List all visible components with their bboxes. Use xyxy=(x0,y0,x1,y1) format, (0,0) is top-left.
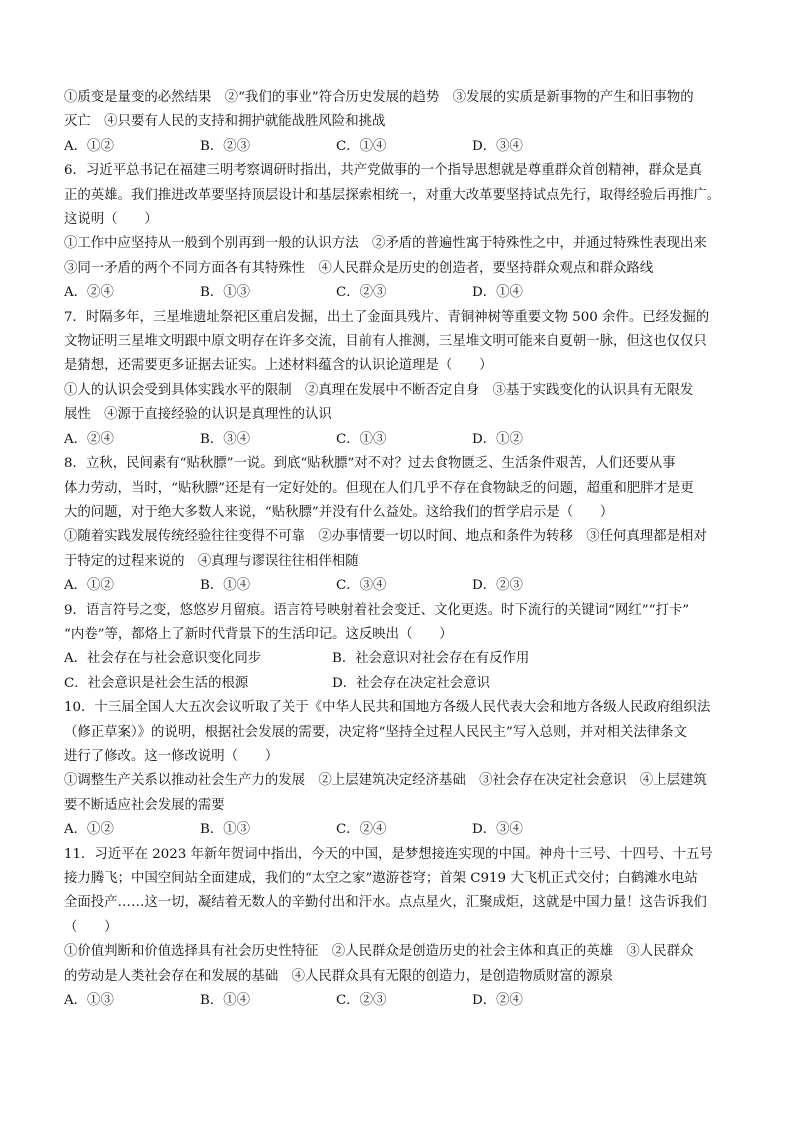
statement-line: 的劳动是人类社会存在和发展的基础 ④人民群众具有无限的创造力，是创造物质财富的源泉 xyxy=(64,968,614,984)
answer-options-row-1 xyxy=(64,647,734,671)
question-8 xyxy=(64,452,734,598)
option-d[interactable]: D．③④ xyxy=(472,822,523,838)
question-stem-line: 这说明（ ） xyxy=(64,212,158,228)
option-b[interactable]: B．①④ xyxy=(200,578,251,594)
question-11 xyxy=(64,843,734,1014)
option-c[interactable]: C．②③ xyxy=(336,993,387,1009)
question-stem-line: 是猜想，还需要更多证据去证实。上述材料蕴含的认识论道理是（ ） xyxy=(64,358,493,374)
question-7 xyxy=(64,306,734,452)
question-stem-line: 全面投产……这一切，凝结着无数人的辛勤付出和汗水。点点星火，汇聚成炬，这就是中国力量！这告诉我们 xyxy=(64,895,707,911)
option-b[interactable]: B．③④ xyxy=(200,431,251,447)
statement-line: ①质变是量变的必然结果 ②“我们的事业”符合历史发展的趋势 ③发展的实质是新事物的产生和旧事物的 xyxy=(64,90,694,105)
question-stem-line: 体力劳动，当时，“贴秋膘”还是有一定好处的。但现在人们几乎不存在食物缺乏的问题，超重和肥胖才是更 xyxy=(64,480,694,496)
statement-line: 要不断适应社会发展的需要 xyxy=(64,797,225,813)
option-c[interactable]: C．①④ xyxy=(336,138,387,154)
statement-line: ③同一矛盾的两个不同方面各有其特殊性 ④人民群众是历史的创造者，要坚持群众观点和群众路线 xyxy=(64,260,654,276)
question-stem-line: 7．时隔多年，三星堆遗址祭祀区重启发掘，出土了金面具残片、青铜神树等重要文物 500 余件。已经发掘的 xyxy=(64,309,710,325)
option-d[interactable]: D．②③ xyxy=(472,578,523,594)
option-a[interactable]: A．②④ xyxy=(64,285,114,301)
question-5-continued xyxy=(64,86,734,159)
option-a[interactable]: A．①② xyxy=(64,578,114,594)
question-stem-line: “内卷”等，都烙上了新时代背景下的生活印记。这反映出（ ） xyxy=(64,626,453,642)
option-d[interactable]: D．①② xyxy=(472,431,523,447)
statement-line: ①调整生产关系以推动社会生产力的发展 ②上层建筑决定经济基础 ③社会存在决定社会意识 ④上层建筑 xyxy=(64,773,707,789)
question-stem-line: 10．十三届全国人大五次会议听取了关于《中华人民共和国地方各级人民代表大会和地方各级人民政府组织法 xyxy=(64,700,711,716)
option-c[interactable]: C．③④ xyxy=(336,578,387,594)
option-a[interactable]: A．①② xyxy=(64,822,114,838)
option-a[interactable]: A．②④ xyxy=(64,431,114,447)
option-b[interactable]: B．①④ xyxy=(200,993,251,1009)
statement-line: ①人的认识会受到具体实践水平的限制 ②真理在发展中不断否定自身 ③基于实践变化的认识具有无限发 xyxy=(64,382,694,398)
option-c[interactable]: C．②③ xyxy=(336,285,387,301)
question-stem-line: 11．习近平在 2023 年新年贺词中指出，今天的中国，是梦想接连实现的中国。神舟十三号、十四号、十五号 xyxy=(64,846,713,862)
option-d[interactable]: D．③④ xyxy=(472,138,523,154)
answer-options xyxy=(64,135,734,159)
option-d[interactable]: D．社会存在决定社会意识 xyxy=(332,675,491,691)
answer-options-row-2 xyxy=(64,672,734,696)
option-d[interactable]: D．①④ xyxy=(472,285,523,301)
answer-options xyxy=(64,989,734,1013)
statement-line: 于特定的过程来说的 ④真理与谬误往往相伴相随 xyxy=(64,553,359,569)
question-stem-line: （ ） xyxy=(64,919,118,935)
question-stem-line: 正的英雄。我们推进改革要坚持顶层设计和基层探索相统一，对重大改革要坚持试点先行，取得经验后再推广。 xyxy=(64,187,721,203)
option-b[interactable]: B．社会意识对社会存在有反作用 xyxy=(332,651,530,667)
question-stem-line: 接力腾飞；中国空间站全面建成，我们的“太空之家”遨游苍穹；首架 C919 大飞机正式交付；白鹤滩水电站 xyxy=(64,871,698,886)
option-a[interactable]: A．社会存在与社会意识变化同步 xyxy=(64,651,262,667)
option-a[interactable]: A．①② xyxy=(64,138,114,154)
option-b[interactable]: B．①③ xyxy=(200,822,251,838)
option-b[interactable]: B．②③ xyxy=(200,138,251,154)
answer-options xyxy=(64,428,734,452)
question-stem-line: 进行了修改。这一修改说明（ ） xyxy=(64,748,279,764)
question-stem-line: 9．语言符号之变，悠悠岁月留痕。语言符号映射着社会变迁、文化更迭。时下流行的关键词“网红”“打卡” xyxy=(64,602,690,618)
statement-line: 灭亡 ④只要有人民的支持和拥护就能战胜风险和挑战 xyxy=(64,114,386,130)
question-stem-line: 6．习近平总书记在福建三明考察调研时指出，共产党做事的一个指导思想就是尊重群众首创精神，群众是真 xyxy=(64,163,702,179)
answer-options xyxy=(64,281,734,305)
exam-page xyxy=(64,86,734,1013)
statement-line: 展性 ④源于直接经验的认识是真理性的认识 xyxy=(64,407,332,423)
statement-line: ①价值判断和价值选择具有社会历史性特征 ②人民群众是创造历史的社会主体和真正的英雄 ③人民群众 xyxy=(64,944,694,960)
question-stem-line: 文物证明三星堆文明跟中原文明存在许多交流，目前有人推测，三星堆文明可能来自夏朝一脉，但这也仅仅只 xyxy=(64,334,707,350)
question-stem-line: （修正草案）》的说明，根据社会发展的需要，决定将“坚持全过程人民民主”写入总则，并对相关法律条文 xyxy=(64,724,687,740)
answer-options xyxy=(64,574,734,598)
statement-line: ①随着实践发展传统经验往往变得不可靠 ②办事情要一切以时间、地点和条件为转移 ③任何真理都是相对 xyxy=(64,529,707,545)
question-9 xyxy=(64,599,734,697)
option-c[interactable]: C．社会意识是社会生活的根源 xyxy=(64,675,249,691)
answer-options xyxy=(64,818,734,842)
question-6 xyxy=(64,159,734,305)
option-d[interactable]: D．②④ xyxy=(472,993,523,1009)
question-10 xyxy=(64,696,734,842)
option-c[interactable]: C．②④ xyxy=(336,822,387,838)
option-b[interactable]: B．①③ xyxy=(200,285,251,301)
question-stem-line: 大的问题，对于绝大多数人来说，“贴秋膘”并没有什么益处。这给我们的哲学启示是（ ） xyxy=(64,504,614,520)
question-stem-line: 8．立秋，民间素有“贴秋膘”一说。到底“贴秋膘”对不对？过去食物匮乏、生活条件艰苦，人们还要从事 xyxy=(64,456,676,472)
option-c[interactable]: C．①③ xyxy=(336,431,387,447)
option-a[interactable]: A．①③ xyxy=(64,993,114,1009)
statement-line: ①工作中应坚持从一般到个别再到一般的认识方法 ②矛盾的普遍性寓于特殊性之中，并通过特殊性表现出来 xyxy=(64,236,707,252)
